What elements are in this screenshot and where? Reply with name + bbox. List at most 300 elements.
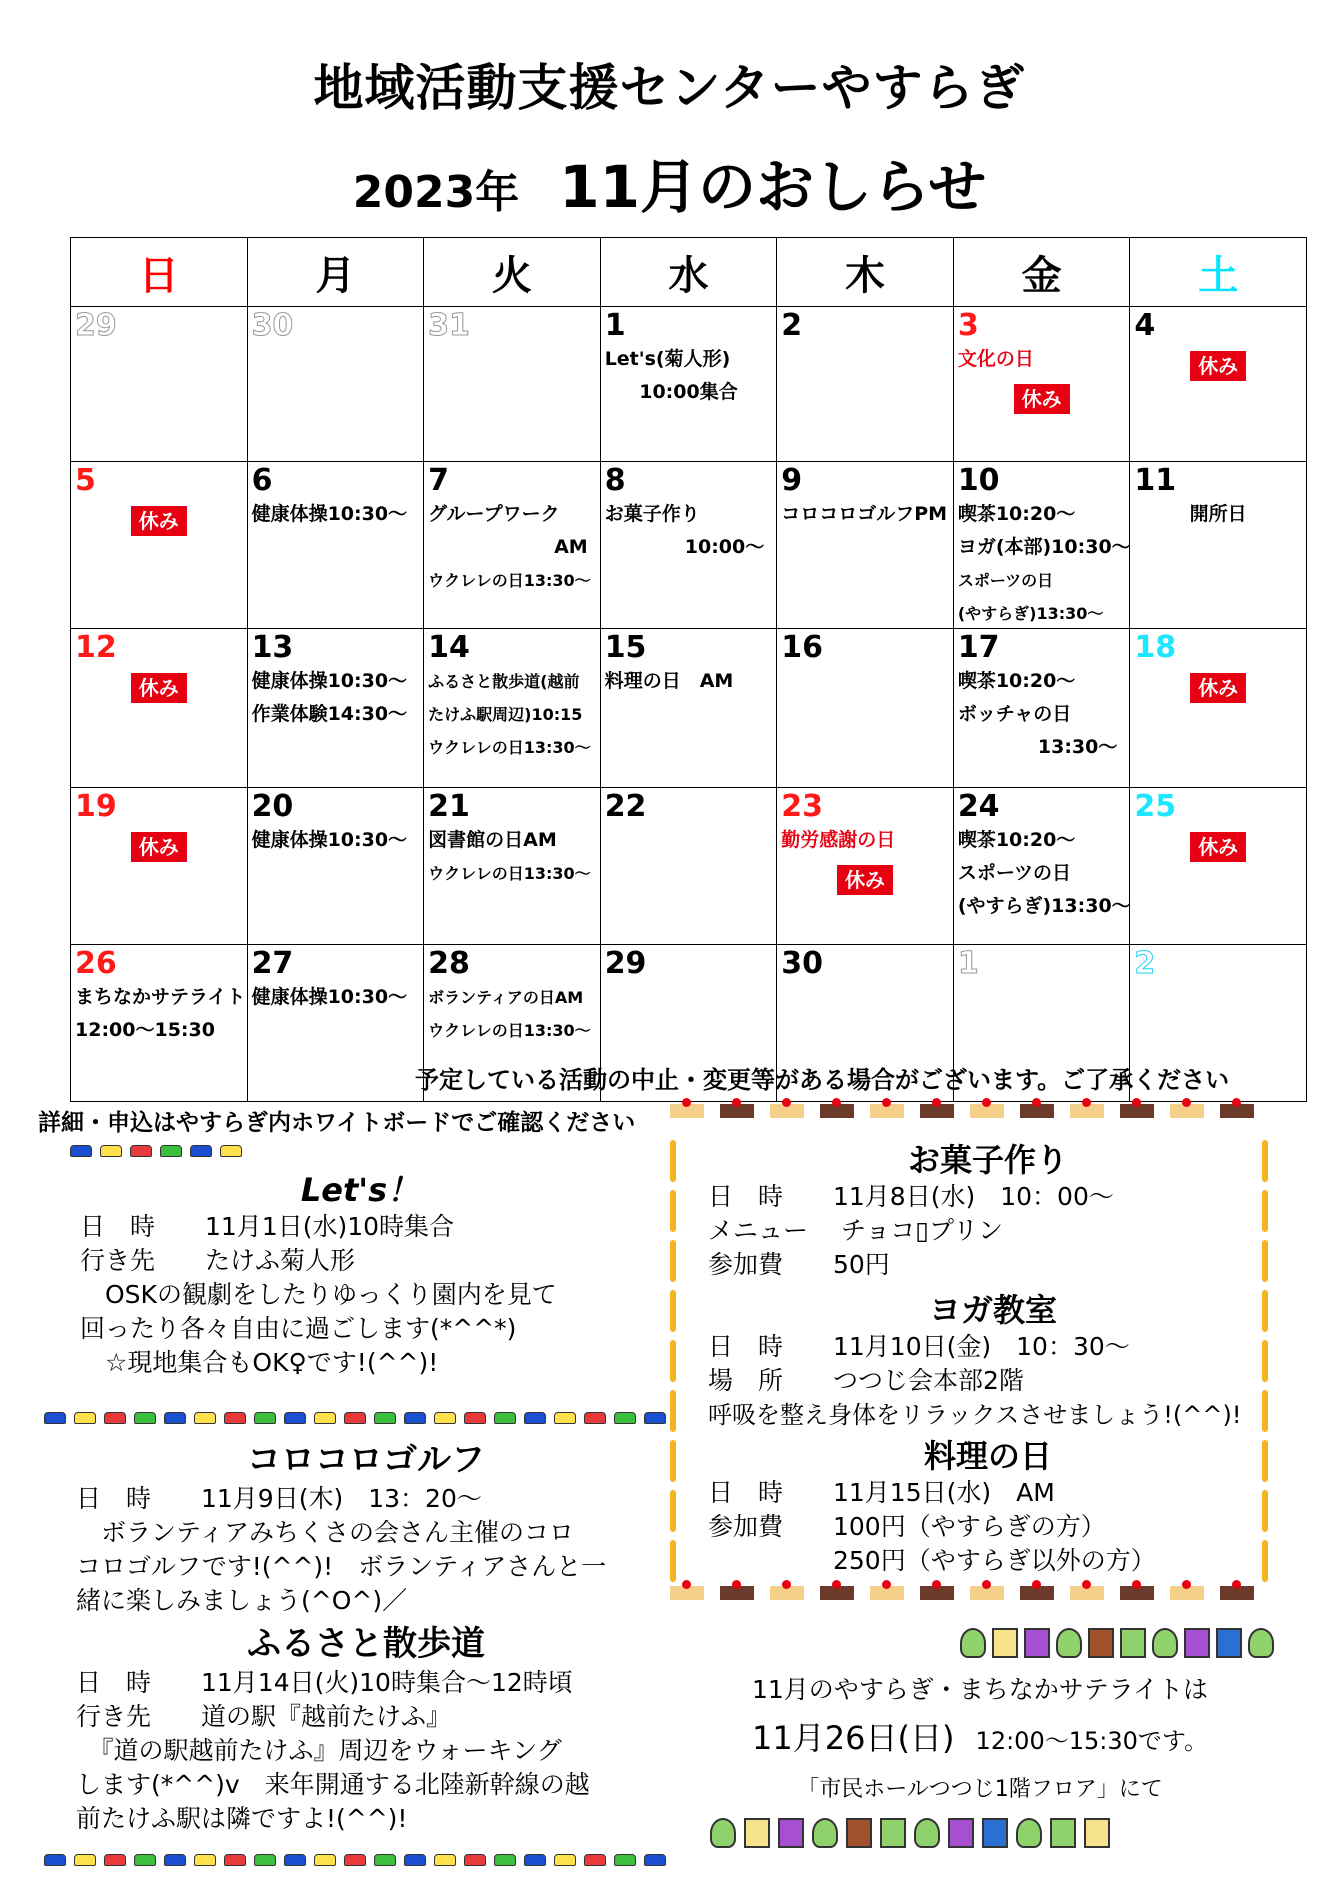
car-icon (374, 1854, 396, 1866)
cake-icon (820, 1580, 854, 1600)
day-number: 30 (781, 946, 823, 981)
day-cell (777, 307, 953, 461)
cake-icon (1170, 1580, 1204, 1600)
day-event: 喫茶10:20～ (957, 829, 1076, 851)
day-event: (やすらぎ)13:30～ (957, 604, 1104, 623)
day-number: 24 (957, 789, 1000, 824)
day-number: 20 (251, 789, 294, 824)
fork-icon (670, 1440, 676, 1482)
walk-title: ふるさと散歩道 (247, 1624, 485, 1664)
day-cell (424, 462, 600, 628)
day-event: ウクレレの日13:30～ (428, 738, 591, 757)
cake-icon (1070, 1098, 1104, 1118)
car-icon (434, 1854, 456, 1866)
car-icon (614, 1412, 636, 1424)
cake-icon (970, 1580, 1004, 1600)
cooking-line: 250円（やすらぎ以外の方） (708, 1546, 1156, 1575)
day-cell (248, 788, 424, 944)
cake-icon (1120, 1098, 1154, 1118)
weekday-thu: 木 (777, 238, 954, 307)
day-event: ふるさと散歩道(越前 (428, 672, 580, 691)
cake-icon (720, 1098, 754, 1118)
calendar-day (600, 629, 777, 788)
day-cell (601, 462, 777, 628)
car-icon (644, 1412, 666, 1424)
day-event: 12:00～15:30 (75, 1019, 215, 1041)
tree-icon (1152, 1628, 1178, 1658)
closed-badge-wrap (1134, 351, 1302, 381)
house-icon (1216, 1628, 1242, 1658)
car-icon (284, 1412, 306, 1424)
sweets-line: メニュー チョコ▯プリン (708, 1216, 1003, 1245)
yoga-line: 場 所 つつじ会本部2階 (708, 1366, 1024, 1395)
cake-border-top (670, 1098, 1254, 1118)
fork-icon (670, 1340, 676, 1382)
day-number: 25 (1134, 789, 1177, 824)
day-cell (1130, 307, 1306, 461)
walk-line: 『道の駅越前たけふ』周辺をウォーキング (76, 1736, 562, 1765)
calendar-day (424, 629, 601, 788)
house-icon (992, 1628, 1018, 1658)
day-event: 作業体験14:30～ (251, 703, 408, 725)
car-icon (374, 1412, 396, 1424)
day-event: ウクレレの日13:30～ (428, 1021, 591, 1040)
day-number: 23 (781, 789, 823, 824)
day-number: 29 (75, 308, 117, 343)
day-event: 図書館の日AM (428, 829, 557, 851)
day-event: 文化の日 (957, 348, 1034, 370)
satellite-date: 11月26日(日) (752, 1719, 955, 1757)
day-cell (248, 462, 424, 628)
day-cell (1130, 462, 1306, 628)
day-number: 17 (957, 630, 1000, 665)
lets-line: 日 時 11月1日(水)10時集合 (80, 1212, 455, 1241)
tree-icon (710, 1818, 736, 1848)
lets-line: ☆現地集合もOK♀です!(^^)! (80, 1348, 439, 1377)
day-event: 健康体操10:30～ (251, 670, 408, 692)
calendar-day (777, 307, 954, 462)
sweets-line: 参加費 50円 (708, 1250, 890, 1279)
car-icon (494, 1854, 516, 1866)
day-cell (424, 788, 600, 944)
car-icon (74, 1854, 96, 1866)
cake-icon (670, 1098, 704, 1118)
walk-section (76, 1622, 656, 1836)
day-event: スポーツの日 (957, 862, 1072, 884)
month-title: 11月のおしらせ (559, 153, 987, 221)
fork-icon (670, 1140, 676, 1182)
satellite-intro: 11月のやすらぎ・まちなかサテライトは (751, 1675, 1209, 1704)
day-number: 1 (957, 946, 979, 981)
closed-badge: 休み (1190, 351, 1246, 381)
cake-icon (770, 1580, 804, 1600)
cake-icon (1170, 1098, 1204, 1118)
day-event: スポーツの日 (957, 571, 1054, 590)
yoga-line: 呼吸を整え身体をリラックスさせましょう!(^^)! (708, 1401, 1242, 1429)
car-icon (160, 1145, 182, 1157)
car-icon (554, 1854, 576, 1866)
calendar-week (71, 788, 1307, 945)
closed-badge-wrap (75, 673, 243, 703)
day-event: お菓子作り (604, 503, 700, 525)
day-number: 2 (1134, 946, 1156, 981)
fork-icon (670, 1390, 676, 1432)
day-number: 18 (1134, 630, 1177, 665)
car-icon (220, 1145, 242, 1157)
calendar-day (953, 307, 1130, 462)
tree-icon (1248, 1628, 1274, 1658)
day-number: 8 (604, 463, 626, 498)
calendar-day (71, 629, 248, 788)
car-icon (190, 1145, 212, 1157)
weekday-sun: 日 (71, 238, 248, 307)
calendar-day (247, 629, 424, 788)
day-event: AM (554, 536, 588, 558)
weekday-header (71, 238, 1307, 307)
car-icon (614, 1854, 636, 1866)
tree-icon (1056, 1628, 1082, 1658)
car-icon (194, 1412, 216, 1424)
calendar-day (424, 307, 601, 462)
closed-badge: 休み (1014, 384, 1070, 414)
satellite-time: 12:00～15:30です。 (975, 1727, 1208, 1755)
day-number: 7 (428, 463, 449, 498)
calendar-day (247, 307, 424, 462)
house-icon (948, 1818, 974, 1848)
cake-icon (670, 1580, 704, 1600)
calendar-day (777, 629, 954, 788)
car-icon (100, 1145, 122, 1157)
lets-line: OSKの観劇をしたりゆっくり園内を見て (80, 1280, 557, 1309)
cake-icon (920, 1098, 954, 1118)
day-event: 10:00～ (684, 536, 765, 558)
day-event: ボランティアの日AM (428, 988, 584, 1007)
day-event: 健康体操10:30～ (251, 503, 408, 525)
calendar-day (71, 788, 248, 945)
cooking-line: 参加費 100円（やすらぎの方） (708, 1512, 1106, 1541)
town-border-bottom (710, 1818, 1110, 1848)
tree-icon (914, 1818, 940, 1848)
day-number: 27 (251, 946, 294, 981)
car-icon (194, 1854, 216, 1866)
car-icon (404, 1854, 426, 1866)
car-icon (314, 1854, 336, 1866)
day-event: 開所日 (1189, 503, 1247, 525)
cake-icon (1020, 1098, 1054, 1118)
house-icon (846, 1818, 872, 1848)
car-icon (464, 1412, 486, 1424)
car-icon (254, 1412, 276, 1424)
cake-icon (1220, 1098, 1254, 1118)
house-icon (778, 1818, 804, 1848)
day-cell (1130, 788, 1306, 944)
calendar-day (247, 788, 424, 945)
calendar-day (600, 788, 777, 945)
yoga-title: ヨガ教室 (928, 1291, 1057, 1329)
house-icon (1024, 1628, 1050, 1658)
sweets-section (708, 1140, 1268, 1282)
day-number: 13 (251, 630, 294, 665)
calendar-day (777, 788, 954, 945)
closed-badge: 休み (131, 506, 187, 536)
car-icon (284, 1854, 306, 1866)
day-event: 喫茶10:20～ (957, 670, 1076, 692)
calendar-day (777, 462, 954, 629)
day-cell (71, 945, 247, 1101)
car-icon (134, 1854, 156, 1866)
lets-line: 行き先 たけふ菊人形 (80, 1246, 356, 1275)
fork-icon (670, 1490, 676, 1532)
day-cell (601, 629, 777, 787)
car-icon (554, 1412, 576, 1424)
closed-badge: 休み (131, 832, 187, 862)
closed-badge-wrap (781, 865, 949, 895)
day-cell (777, 462, 953, 628)
calendar-day (953, 788, 1130, 945)
golf-line: ボランティアみちくさの会さん主催のコロ (76, 1518, 575, 1547)
day-number: 19 (75, 789, 117, 824)
walk-line: 日 時 11月14日(火)10時集合～12時頃 (76, 1668, 573, 1697)
day-event: 喫茶10:20～ (957, 503, 1076, 525)
closed-badge: 休み (837, 865, 893, 895)
calendar-day (1130, 307, 1307, 462)
closed-badge-wrap (75, 832, 243, 862)
car-border-1 (44, 1412, 666, 1424)
walk-line: します(*^^)v 来年開通する北陸新幹線の越 (76, 1770, 590, 1799)
calendar (70, 237, 1307, 1102)
car-icon (644, 1854, 666, 1866)
weekday-fri: 金 (953, 238, 1130, 307)
day-cell (424, 629, 600, 787)
calendar-day (1130, 462, 1307, 629)
lets-line: 回ったり各々自由に過ごします(*^^*) (80, 1314, 517, 1343)
tree-icon (1016, 1818, 1042, 1848)
day-number: 11 (1134, 463, 1177, 498)
day-number: 14 (428, 630, 470, 665)
satellite-section (700, 1668, 1260, 1810)
day-cell (71, 462, 247, 628)
day-event: ウクレレの日13:30～ (428, 864, 591, 883)
car-icon (164, 1412, 186, 1424)
day-cell (954, 462, 1130, 628)
day-number: 3 (957, 308, 979, 343)
weekday-sat: 土 (1130, 238, 1307, 307)
year: 2023年 (352, 167, 520, 218)
car-icon (164, 1854, 186, 1866)
tree-icon (812, 1818, 838, 1848)
house-icon (1084, 1818, 1110, 1848)
day-cell (777, 629, 953, 787)
calendar-week (71, 307, 1307, 462)
car-icon (134, 1412, 156, 1424)
day-number: 9 (781, 463, 803, 498)
car-icon (314, 1412, 336, 1424)
day-cell (777, 788, 953, 944)
closed-badge: 休み (1190, 832, 1246, 862)
fork-icon (670, 1240, 676, 1282)
calendar-day (247, 945, 424, 1102)
cake-icon (920, 1580, 954, 1600)
car-icon (524, 1412, 546, 1424)
day-cell (248, 307, 424, 461)
car-icon (130, 1145, 152, 1157)
day-event: 健康体操10:30～ (251, 986, 408, 1008)
fork-icon (670, 1190, 676, 1232)
day-number: 10 (957, 463, 1000, 498)
day-event: 健康体操10:30～ (251, 829, 408, 851)
closed-badge-wrap (1134, 673, 1302, 703)
cake-icon (770, 1098, 804, 1118)
house-icon (1120, 1628, 1146, 1658)
car-icon (104, 1412, 126, 1424)
calendar-day (424, 462, 601, 629)
fork-icon (670, 1290, 676, 1332)
golf-line: 日 時 11月9日(木) 13：20～ (76, 1484, 482, 1513)
day-cell (424, 307, 600, 461)
car-icon (44, 1412, 66, 1424)
calendar-day (71, 945, 248, 1102)
closed-badge-wrap (1134, 832, 1302, 862)
day-number: 26 (75, 946, 117, 981)
cake-icon (870, 1098, 904, 1118)
cake-icon (1120, 1580, 1154, 1600)
day-event: 料理の日 AM (604, 670, 734, 692)
closed-badge: 休み (131, 673, 187, 703)
fork-icon (670, 1540, 676, 1582)
day-number: 16 (781, 630, 823, 665)
closed-badge: 休み (1190, 673, 1246, 703)
cake-icon (720, 1580, 754, 1600)
cake-border-bottom (670, 1580, 1254, 1600)
car-icon (344, 1412, 366, 1424)
yoga-line: 日 時 11月10日(金) 10：30～ (708, 1332, 1130, 1361)
golf-title: コロコロゴルフ (247, 1440, 485, 1480)
car-icon (584, 1412, 606, 1424)
day-cell (248, 945, 424, 1101)
day-event: コロコロゴルフPM (781, 503, 948, 525)
day-event: グループワーク (428, 503, 560, 525)
day-event: Let's(菊人形) (604, 348, 731, 370)
day-cell (954, 629, 1130, 787)
calendar-day (600, 307, 777, 462)
calendar-day (953, 462, 1130, 629)
calendar-day (424, 788, 601, 945)
lets-title: Let's！ (300, 1171, 420, 1209)
cake-icon (1020, 1580, 1054, 1600)
day-number: 6 (251, 463, 273, 498)
car-border-3 (70, 1145, 242, 1157)
golf-line: コロゴルフです!(^^)! ボランティアさんと一 (76, 1552, 607, 1581)
car-icon (344, 1854, 366, 1866)
car-icon (44, 1854, 66, 1866)
day-number: 4 (1134, 308, 1156, 343)
closed-badge-wrap (75, 506, 243, 536)
car-icon (104, 1854, 126, 1866)
calendar-day (71, 462, 248, 629)
satellite-datetime (700, 1712, 1260, 1770)
walk-line: 行き先 道の駅『越前たけふ』 (76, 1702, 452, 1731)
center-name: 地域活動支援センターやすらぎ (313, 59, 1026, 117)
day-event: まちなかサテライト (75, 986, 246, 1008)
day-cell (71, 307, 247, 461)
car-icon (524, 1854, 546, 1866)
day-event: ボッチャの日 (957, 703, 1072, 725)
car-icon (404, 1412, 426, 1424)
calendar-day (1130, 788, 1307, 945)
car-icon (74, 1412, 96, 1424)
cake-icon (1070, 1580, 1104, 1600)
car-icon (224, 1854, 246, 1866)
yoga-section (708, 1290, 1278, 1432)
car-icon (464, 1854, 486, 1866)
day-cell (954, 307, 1130, 461)
day-cell (954, 788, 1130, 944)
change-notice: 予定している活動の中止・変更等がある場合がございます。ご了承ください (415, 1066, 1230, 1094)
day-number: 30 (251, 308, 294, 343)
day-cell (71, 629, 247, 787)
weekday-mon: 月 (247, 238, 424, 307)
day-event: 勤労感謝の日 (781, 829, 896, 851)
car-icon (434, 1412, 456, 1424)
car-icon (584, 1854, 606, 1866)
calendar-day (71, 307, 248, 462)
car-icon (254, 1854, 276, 1866)
day-cell (601, 788, 777, 944)
cooking-section (708, 1436, 1268, 1578)
day-number: 29 (604, 946, 647, 981)
sweets-title: お菓子作り (907, 1141, 1068, 1179)
sweets-line: 日 時 11月8日(水) 10：00～ (708, 1182, 1114, 1211)
cooking-line: 日 時 11月15日(水) AM (708, 1478, 1055, 1507)
day-number: 21 (428, 789, 470, 824)
day-event: 13:30～ (1037, 736, 1118, 758)
day-number: 2 (781, 308, 803, 343)
day-number: 5 (75, 463, 96, 498)
day-number: 12 (75, 630, 117, 665)
calendar-day (247, 462, 424, 629)
day-event: たけふ駅周辺)10:15 (428, 705, 583, 724)
day-cell (71, 788, 247, 944)
page-title (0, 140, 1339, 224)
day-cell (248, 629, 424, 787)
car-icon (224, 1412, 246, 1424)
house-icon (1088, 1628, 1114, 1658)
weekday-tue: 火 (424, 238, 601, 307)
day-event: ヨガ(本部)10:30～ (957, 536, 1131, 558)
car-border-2 (44, 1854, 666, 1866)
day-event: (やすらぎ)13:30～ (957, 895, 1131, 917)
cooking-title: 料理の日 (923, 1437, 1052, 1475)
house-icon (1050, 1818, 1076, 1848)
house-icon (982, 1818, 1008, 1848)
day-number: 1 (604, 308, 626, 343)
closed-badge-wrap (958, 384, 1126, 414)
day-number: 15 (604, 630, 647, 665)
golf-section (76, 1438, 656, 1618)
town-border-top (960, 1628, 1274, 1658)
house-icon (744, 1818, 770, 1848)
cake-icon (1220, 1580, 1254, 1600)
calendar-week (71, 629, 1307, 788)
day-cell (1130, 629, 1306, 787)
weekday-wed: 水 (600, 238, 777, 307)
day-event: ウクレレの日13:30～ (428, 571, 591, 590)
cake-icon (870, 1580, 904, 1600)
house-icon (1184, 1628, 1210, 1658)
day-cell (601, 307, 777, 461)
day-event: 10:00集合 (639, 381, 738, 403)
day-number: 31 (428, 308, 470, 343)
